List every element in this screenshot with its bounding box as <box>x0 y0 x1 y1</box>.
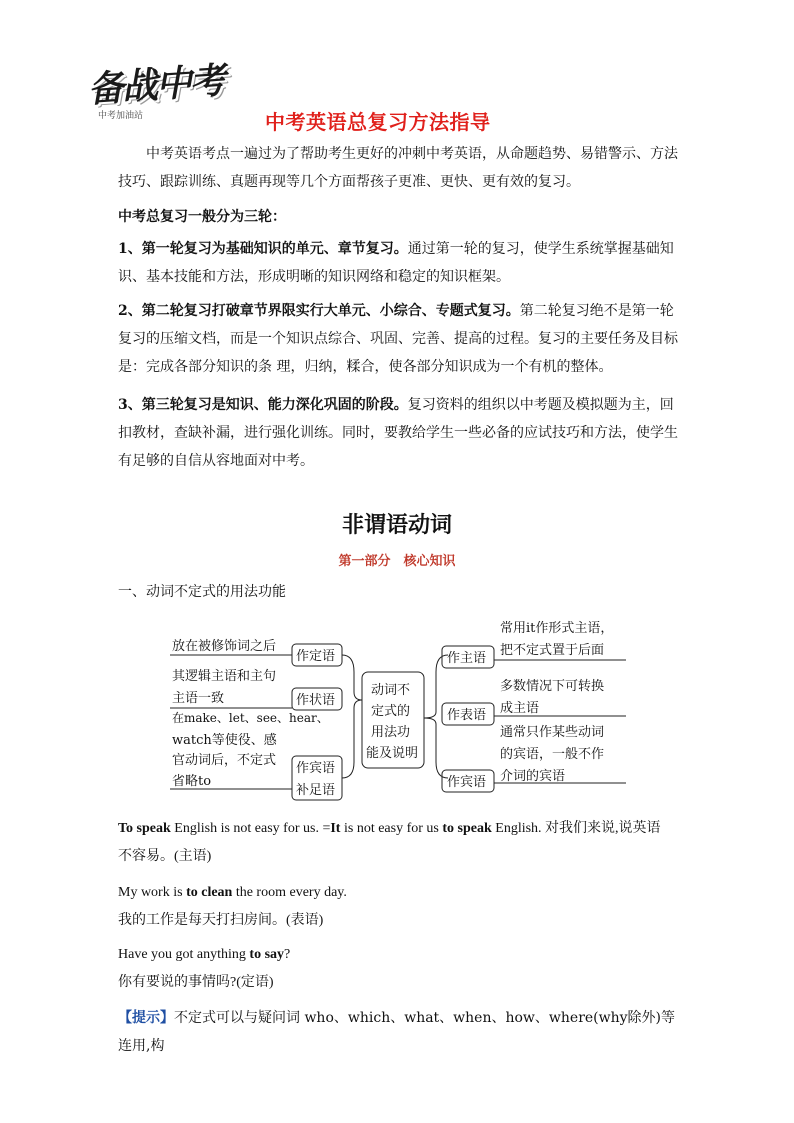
round-3-lead: 3、第三轮复习是知识、能力深化巩固的阶段。 <box>118 397 408 413</box>
example-1-infinitive: To speak <box>118 821 171 836</box>
logo-text: 备战中考 <box>86 60 226 111</box>
note-subject-1: 常用it作形式主语， <box>500 621 614 636</box>
note-predicative-1: 多数情况下可转换 <box>500 679 605 694</box>
document-title: 中考英语总复习方法指导 <box>265 110 491 134</box>
round-1 <box>118 235 678 291</box>
tip-label: 【提示】 <box>118 1010 174 1026</box>
note-complement-3: 官动词后，不定式 <box>172 753 277 768</box>
example-1-it: It <box>330 821 341 836</box>
intro-paragraph: 中考英语考点一遍过为了帮助考生更好的冲刺中考英语，从命题趋势、易错警示、方法技巧、跟踪训练、真题再现等几个方面帮孩子更准、更快、更有效的复习。 <box>118 146 678 190</box>
logo-subtitle: 中考加油站 <box>98 111 144 121</box>
round-2-text: 第二轮复习绝不是第一轮复习的压缩文档，而是一个知识点综合、巩固、完善、提高的过程。复习的主要任务及目标是：完成各部分知识的条 理，归纳，糅合，使各部分知识成为一个有机的整体。 <box>118 303 678 375</box>
heading-infinitive-usage: 一、动词不定式的用法功能 <box>118 584 286 600</box>
note-complement-1: 在make、let、see、hear、 <box>172 711 329 725</box>
tip-text: 不定式可以与疑问词 who、which、what、when、how、where(why除外)等连用,构 <box>118 1010 676 1054</box>
example-3-part: ? <box>284 947 291 962</box>
rounds-heading: 中考总复习一般分为三轮： <box>118 209 286 225</box>
example-2-part: the room every day. <box>232 885 347 900</box>
example-2-part: My work is <box>118 885 187 900</box>
label-subject: 作主语 <box>447 651 487 666</box>
logo <box>86 62 251 122</box>
section-title: 非谓语动词 <box>341 513 452 538</box>
round-3 <box>118 391 678 475</box>
round-3-text: 复习资料的组织以中考题及模拟题为主，回扣教材，查缺补漏，进行强化训练。同时，要教给学生一些必备的应试技巧和方法，使学生有足够的自信从容地面对中考。 <box>118 397 678 469</box>
round-2 <box>118 297 678 381</box>
example-1-infinitive: to speak <box>442 821 492 836</box>
label-complement: 补足语 <box>296 783 336 798</box>
center-line-4: 能及说明 <box>366 746 419 761</box>
label-predicative: 作表语 <box>447 708 487 723</box>
label-object-right: 作宾语 <box>447 775 487 790</box>
example-1-part: is not easy for us <box>340 821 443 836</box>
example-1 <box>118 815 678 871</box>
round-2-lead: 2、第二轮复习打破章节界限实行大单元、小综合、专题式复习。 <box>118 303 520 319</box>
example-1-role: 不容易。(主语) <box>118 849 212 864</box>
example-1-translation: English. 对我们来说,说英语 <box>491 821 661 836</box>
example-1-part: English is not easy for us. = <box>170 821 331 836</box>
label-attributive: 作定语 <box>296 649 336 664</box>
center-line-2: 定式的 <box>371 704 411 719</box>
label-adverbial: 作状语 <box>296 693 336 708</box>
example-3-part: Have you got anything <box>118 947 250 962</box>
note-complement-4: 省略to <box>172 774 212 789</box>
infinitive-usage-diagram <box>168 612 638 802</box>
label-object: 作宾语 <box>296 761 336 776</box>
center-line-3: 用法功 <box>371 725 411 740</box>
example-3-translation: 你有要说的事情吗?(定语) <box>118 975 274 990</box>
example-2-translation: 我的工作是每天打扫房间。(表语) <box>118 913 324 928</box>
note-subject-2: 把不定式置于后面 <box>500 643 605 658</box>
example-3 <box>118 941 678 997</box>
note-complement-2: watch等使役、感 <box>172 733 277 748</box>
center-line-1: 动词不 <box>371 683 411 698</box>
note-adverbial-2: 主语一致 <box>172 691 225 706</box>
note-object-3: 介词的宾语 <box>500 769 566 784</box>
note-attributive: 放在被修饰词之后 <box>172 639 277 654</box>
example-2 <box>118 879 678 935</box>
round-1-text: 通过第一轮的复习，使学生系统掌握基础知识、基本技能和方法，形成明晰的知识网络和稳定的知识框架。 <box>118 241 674 285</box>
note-predicative-2: 成主语 <box>500 701 540 716</box>
example-2-infinitive: to clean <box>186 885 233 900</box>
example-3-infinitive: to say <box>249 947 285 962</box>
tip <box>118 1004 678 1060</box>
note-object-2: 的宾语，一般不作 <box>500 747 605 762</box>
section-subtitle: 第一部分 核心知识 <box>338 554 456 569</box>
note-adverbial-1: 其逻辑主语和主句 <box>172 669 277 684</box>
note-object-1: 通常只作某些动词 <box>500 725 605 740</box>
round-1-lead: 1、第一轮复习为基础知识的单元、章节复习。 <box>118 241 408 257</box>
